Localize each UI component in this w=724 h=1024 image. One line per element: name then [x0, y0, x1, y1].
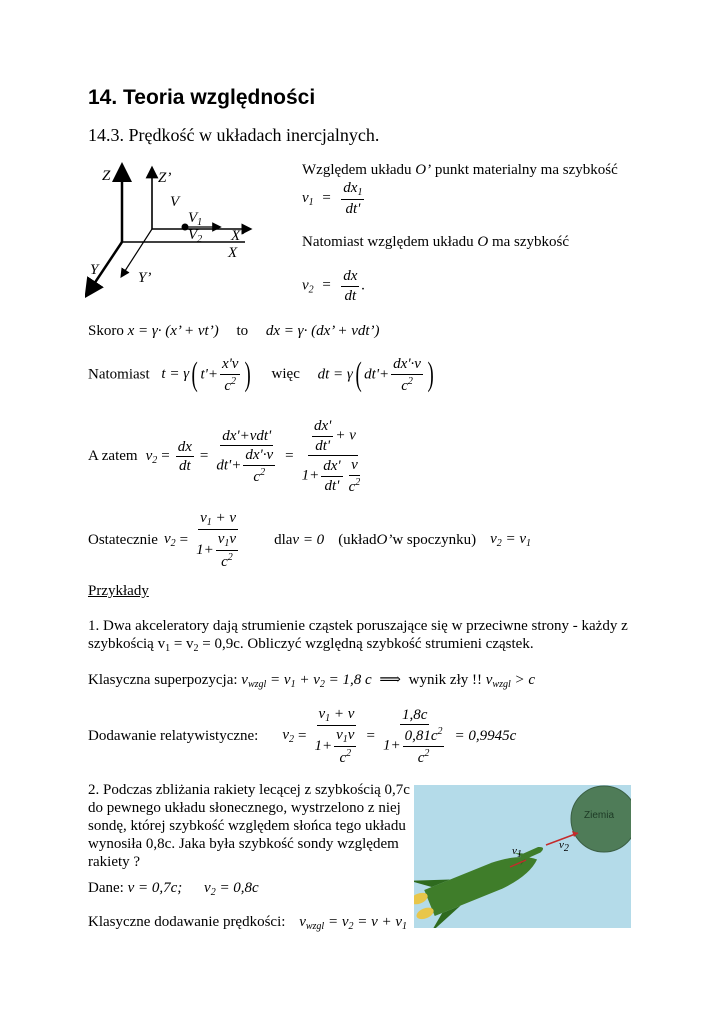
x-prime-label: X’ — [231, 228, 246, 244]
rocket — [414, 834, 548, 928]
examples-heading: Przykłady — [88, 583, 149, 599]
example-1-line-2: szybkością $v_1 = v_2 = 0,9c$. Obliczyć względną szybkość strumieni cząstek. — [88, 636, 534, 654]
planet-label: Ziemia — [584, 810, 615, 821]
example-2-line-3: sondę, której szybkość względem słońca tego układu — [88, 818, 406, 834]
classical-superposition-line: Klasyczna superpozycja: $v_{wzgl} = v_1 + v_2 = 1,8$ c ⟹ wynik zły !! $v_{wzgl} > c$ — [88, 672, 536, 690]
example-1-line-1: 1. Dwa akceleratory dają strumienie cząstek poruszające się w przeciwne strony - każdy z — [88, 618, 628, 634]
given-data-line: Dane: v = 0,7c; $v_2 = 0,8c$ — [88, 880, 259, 898]
example-2-line-1: 2. Podczas zbliżania rakiety lecącej z szybkością 0,7c — [88, 782, 410, 798]
azatem-line: A zatem $v_2$ = $\frac{dx}{dt}$ = dx'+vdt' dt'+ $\frac{dx'\cdot v}{c^2}$ = $\frac{dx'}{dt'}$ + v 1+ $\frac{dx'}{dt'}$ $\frac{v}{c^2}$ — [88, 418, 361, 495]
y-prime-label: Y’ — [138, 270, 152, 286]
y-prime-axis — [123, 229, 152, 274]
x-label: X — [228, 245, 238, 261]
ostatecznie-line: Ostatecznie $v_2$ = $v_1 + v$ 1+ $\frac{v_1v}{c^2}$ dla v = 0 (układ O’ w spoczynku) $v_2 = v_1$ — [88, 510, 532, 570]
example-2-line-4: wynosiła 0,8c. Jaka była szybkość sondy względem — [88, 836, 399, 852]
v1-vector-label: v1 — [512, 845, 522, 860]
z-prime-label: Z’ — [158, 170, 172, 186]
example-2-line-5: rakiety ? — [88, 854, 141, 870]
v1-label: $V_1$ — [188, 210, 203, 228]
example-2-line-2: do pewnego układu słonecznego, wystrzelono z niej — [88, 800, 401, 816]
reference-frames-diagram — [85, 162, 285, 302]
natomiast-line: Natomiast t = γ( t'+ $\frac{x'v}{c^2}$ ) więc dt = γ( dt'+ $\frac{dx'\cdot v}{c^2}$ ) — [88, 356, 434, 394]
intro-text-1: Względem układu O’ punkt materialny ma szybkość — [302, 162, 618, 178]
y-label: Y — [90, 262, 99, 278]
classical-velocity-addition-line: Klasyczne dodawanie prędkości: $v_{wzgl} = v_2 = v + v_1$ — [88, 914, 408, 932]
relativistic-addition-line: Dodawanie relatywistyczne: $v_2$ = $v_1 + v$ 1+ $\frac{v_1v}{c^2}$ = 1,8c 1+ $\frac{0,81c^2}{c^2}$ = 0,9945c — [88, 706, 517, 766]
v2-label: $V_2$ — [188, 227, 203, 245]
v2-formula: $v_2$ = $\frac{dx}{dt}$ . — [302, 268, 366, 304]
z-label: Z — [102, 168, 111, 184]
section-title: 14.3. Prędkość w układach inercjalnych. — [88, 125, 380, 145]
v-label: V — [170, 194, 180, 210]
intro-text-2: Natomiast względem układu O ma szybkość — [302, 234, 570, 250]
rocket-illustration — [414, 785, 631, 928]
skoro-line: Skoro x = γ· (x’ + vt’) to dx = γ· (dx’ + vdt’) — [88, 323, 380, 339]
v2-vector-label: v2 — [559, 839, 569, 854]
page-title: 14. Teoria względności — [88, 86, 316, 109]
v1-formula: $v_1$ = $\frac{dx_1}{dt'}$ — [302, 180, 363, 217]
